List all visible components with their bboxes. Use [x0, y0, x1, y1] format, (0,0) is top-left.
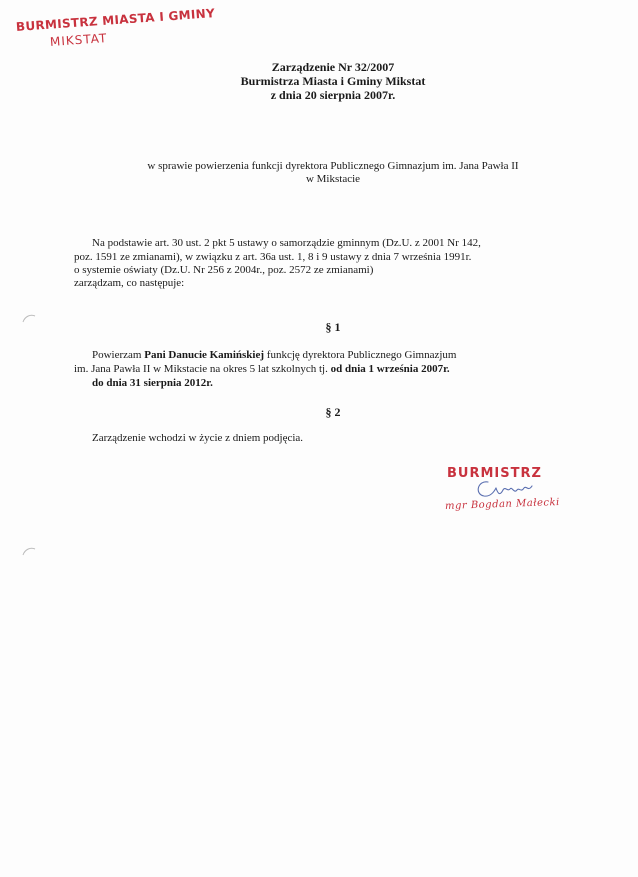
preamble-line-4: zarządzam, co następuje:	[74, 277, 185, 289]
section-1-line-2	[74, 363, 450, 376]
section-2-line-1: Zarządzenie wchodzi w życie z dniem podjęcia.	[92, 432, 304, 444]
punch-mark	[22, 546, 36, 556]
stamp-line-1: BURMISTRZ MIASTA I GMINY	[15, 6, 216, 34]
office-stamp	[15, 6, 216, 49]
punch-mark	[22, 313, 36, 323]
preamble-line-2: poz. 1591 ze zmianami), w związku z art. 36a ust. 1, 8 i 9 ustawy z dnia 7 września 1991r.	[74, 251, 472, 263]
signatory-name: mgr Bogdan Małecki	[444, 496, 560, 513]
signature-title: BURMISTRZ	[447, 466, 542, 481]
appointee-name: Pani Danucie Kamińskiej	[144, 349, 265, 361]
subject-line-2: w Mikstacie	[305, 173, 361, 185]
term-end-text: do dnia 31 sierpnia 2012r.	[92, 377, 213, 389]
section-1-line-2-a: im. Jana Pawła II w Mikstacie na okres 5 lat szkolnych tj.	[74, 363, 331, 375]
term-end	[92, 377, 213, 390]
preamble-line-3: o systemie oświaty (Dz.U. Nr 256 z 2004r., poz. 2572 ze zmianami)	[74, 264, 374, 276]
subject-line-1: w sprawie powierzenia funkcji dyrektora Publicznego Gimnazjum im. Jana Pawła II	[147, 160, 519, 172]
section-1-heading: § 1	[325, 320, 341, 334]
section-2-heading: § 2	[325, 405, 341, 419]
preamble-line-1: Na podstawie art. 30 ust. 2 pkt 5 ustawy o samorządzie gminnym (Dz.U. z 2001 Nr 142,	[92, 237, 481, 249]
document-issuer: Burmistrza Miasta i Gminy Mikstat	[240, 74, 426, 88]
document-title: Zarządzenie Nr 32/2007	[271, 60, 395, 74]
section-1-line-1	[92, 349, 456, 362]
stamp-line-2: MIKSTAT	[49, 31, 108, 49]
document-date: z dnia 20 sierpnia 2007r.	[270, 88, 396, 102]
term-start: od dnia 1 września 2007r.	[330, 363, 450, 375]
section-1-line-1-a: Powierzam	[92, 349, 145, 361]
section-1-line-1-c: funkcję dyrektora Publicznego Gimnazjum	[264, 349, 457, 361]
